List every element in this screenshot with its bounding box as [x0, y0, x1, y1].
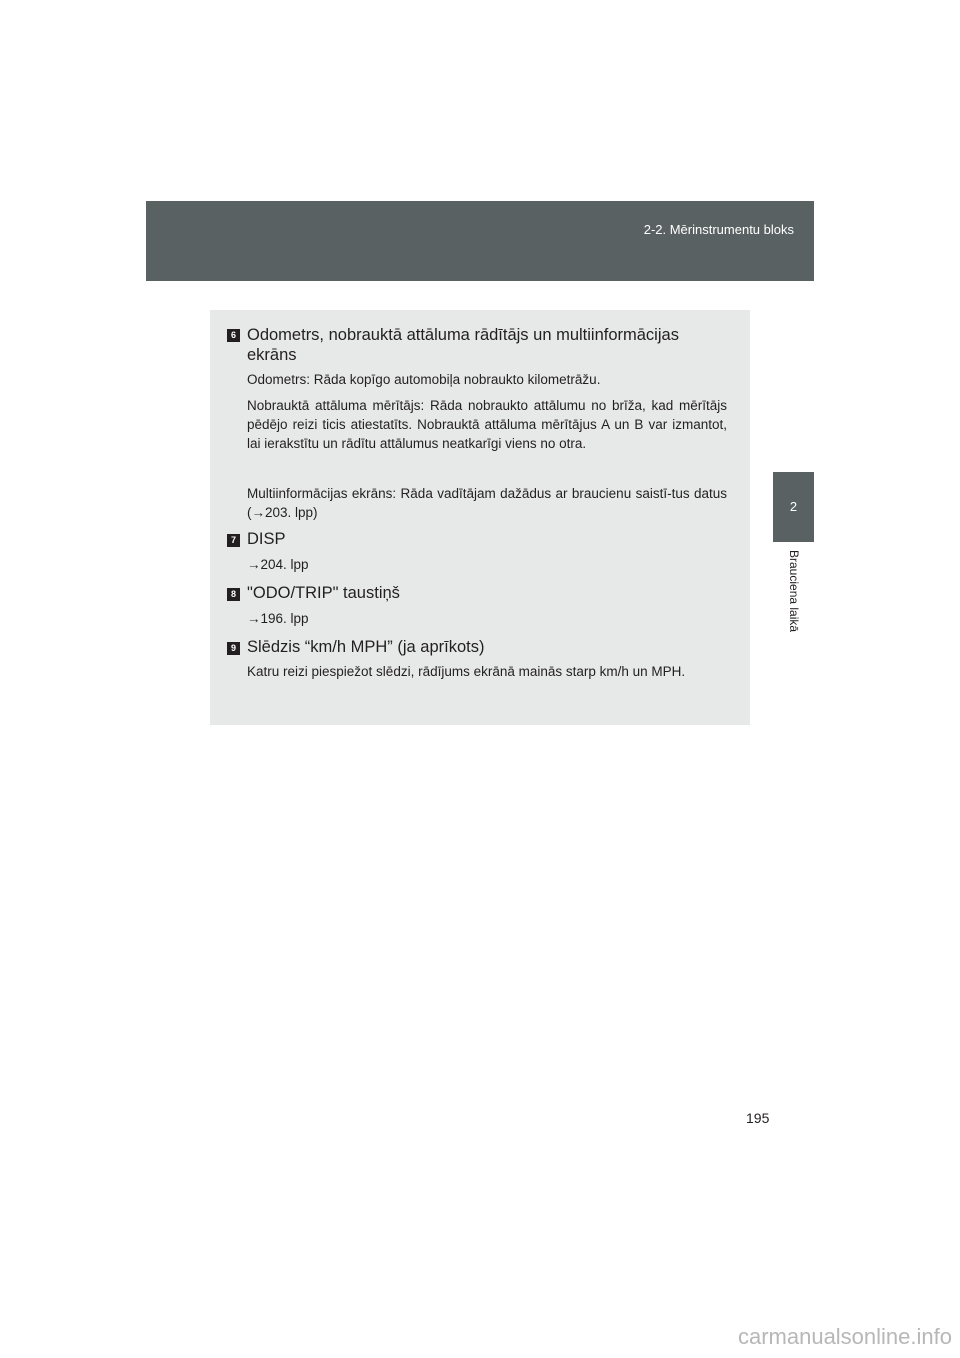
- paragraph-multi-info-display: Multiinformācijas ekrāns: Rāda vadītājam dažādus ar braucienu saistī-tus datus (→203. lpp): [247, 486, 727, 520]
- section-title: 2-2. Mērinstrumentu bloks: [643, 222, 794, 237]
- chapter-side-label: [773, 550, 814, 660]
- paragraph-trip-meter: Nobrauktā attāluma mērītājs: Rāda nobraukto attālumu no brīža, kad mērītājs pēdējo reizi ticis atiestatīts. Nobrauktā attāluma mērītājus A un B var izmantot, lai ierakstītu un rādītu attālumus neatkarīgi viens no otra.: [247, 398, 727, 451]
- item-title: Slēdzis “km/h MPH” (ja aprīkots): [247, 638, 485, 656]
- page-reference: →204. lpp: [247, 557, 309, 572]
- item-disp: [227, 528, 727, 574]
- page-reference: →196. lpp: [247, 611, 309, 626]
- item-number-badge: 8: [227, 588, 240, 601]
- item-number-badge: 6: [227, 329, 240, 342]
- item-kmh-mph-switch: [227, 636, 727, 706]
- chapter-side-label-text: Brauciena laikā: [786, 550, 801, 633]
- item-title-line2: ekrāns: [247, 346, 297, 364]
- watermark: carmanualsonline.info: [737, 1324, 952, 1349]
- paragraph-odometer: Odometrs: Rāda kopīgo automobiļa nobraukto kilometrāžu.: [247, 372, 601, 387]
- item-odometer: [227, 324, 727, 534]
- item-number-badge: 9: [227, 642, 240, 655]
- chapter-number: 2: [789, 499, 798, 514]
- content-box: [210, 310, 750, 725]
- item-number-badge: 7: [227, 534, 240, 547]
- item-odo-trip-button: [227, 582, 727, 628]
- item-title-line1: Odometrs, nobrauktā attāluma rādītājs un multiinformācijas: [247, 326, 679, 344]
- page-number: 195: [746, 1110, 770, 1126]
- item-title: DISP: [247, 530, 286, 548]
- item-title: "ODO/TRIP" taustiņš: [247, 584, 400, 602]
- chapter-tab: [773, 472, 814, 542]
- section-header-bar: [146, 201, 814, 281]
- paragraph-switch-description: Katru reizi piespiežot slēdzi, rādījums ekrānā mainās starp km/h un MPH.: [247, 664, 686, 679]
